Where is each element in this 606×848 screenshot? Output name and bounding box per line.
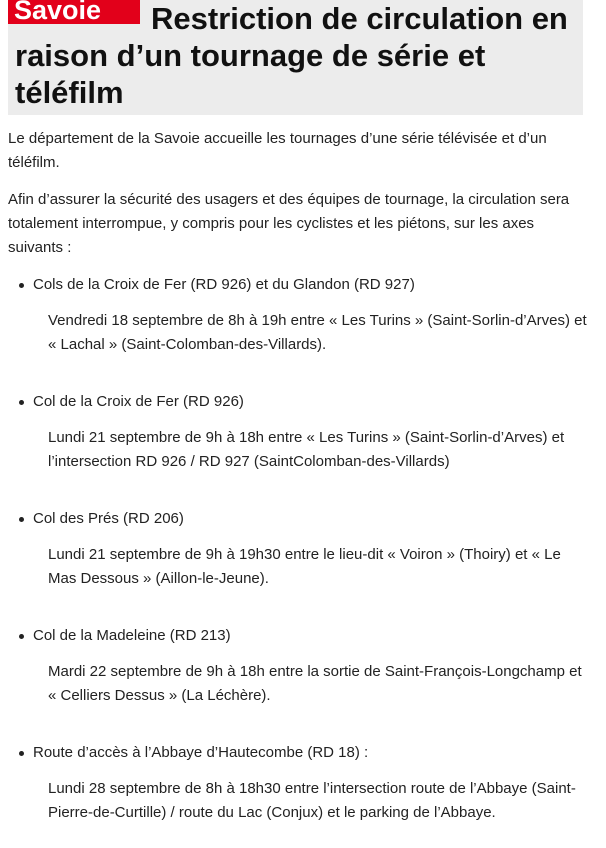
article-title: Restriction de circulation en raison d’un tournage de série et téléfilm	[15, 1, 568, 110]
list-item	[8, 507, 593, 614]
closure-detail: Lundi 28 septembre de 8h à 18h30 entre l’intersection route de l’Abbaye (Saint-Pierre-de-Curtille) / route du Lac (Conjux) et le parking de l’Abbaye.	[48, 780, 576, 821]
bullet-icon	[19, 517, 24, 522]
safety-paragraph: Afin d’assurer la sécurité des usagers et des équipes de tournage, la circulation sera totalement interrompue, y compris pour les cyclistes et les piétons, sur les axes suivants :	[8, 191, 570, 256]
road-name: Cols de la Croix de Fer (RD 926) et du Glandon (RD 927)	[33, 276, 415, 293]
road-name: Col de la Croix de Fer (RD 926)	[33, 393, 244, 410]
bullet-icon	[19, 400, 24, 405]
article-body	[8, 127, 593, 848]
region-tag[interactable]: Savoie	[8, 0, 140, 24]
closure-detail: Vendredi 18 septembre de 8h à 19h entre « Les Turins » (Saint-Sorlin-d’Arves) et « Lachal » (Saint-Colomban-des-Villards).	[48, 312, 587, 353]
bullet-icon	[19, 634, 24, 639]
closure-detail: Lundi 21 septembre de 9h à 19h30 entre le lieu-dit « Voiron » (Thoiry) et « Le Mas Dessous » (Aillon-le-Jeune).	[48, 546, 561, 587]
intro-paragraph: Le département de la Savoie accueille les tournages d’une série télévisée et d’un téléfilm.	[8, 130, 547, 171]
list-item	[8, 273, 593, 380]
closure-detail: Mardi 22 septembre de 9h à 18h entre la sortie de Saint-François-Longchamp et « Celliers Dessus » (La Léchère).	[48, 663, 582, 704]
list-item	[8, 390, 593, 497]
bullet-icon	[19, 283, 24, 288]
closure-detail: Lundi 21 septembre de 9h à 18h entre « Les Turins » (Saint-Sorlin-d’Arves) et l’intersection RD 926 / RD 927 (SaintColomban-des-Villards)	[48, 429, 565, 470]
list-item	[8, 624, 593, 731]
road-closures-list	[8, 273, 593, 848]
road-name: Route d’accès à l’Abbaye d’Hautecombe (RD 18) :	[33, 744, 369, 761]
bullet-icon	[19, 751, 24, 756]
list-item	[8, 741, 593, 848]
road-name: Col des Prés (RD 206)	[33, 510, 184, 527]
road-name: Col de la Madeleine (RD 213)	[33, 627, 231, 644]
